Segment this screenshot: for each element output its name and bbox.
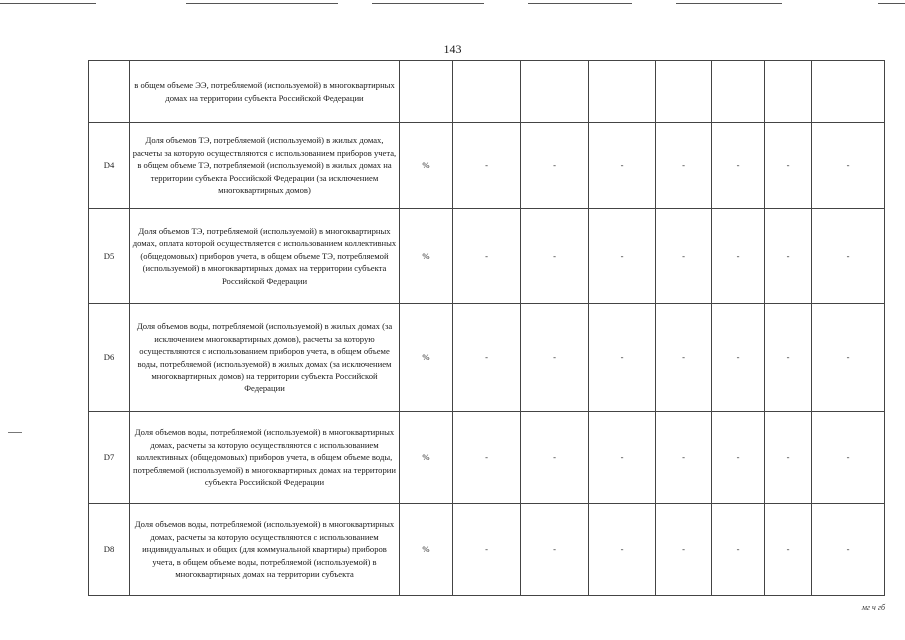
- value-cell: -: [656, 504, 712, 596]
- indicator-description: Доля объемов воды, потребляемой (используемой) в жилых домах (за исключением многоквартирных домов), расчеты за которую осуществляются с использованием приборов учета, в общем объеме воды, потребляемой (используемой) в жилых домах (за исключением многоквартирных домов) на территории субъекта Российской Федерации: [130, 304, 400, 412]
- value-cell: -: [712, 412, 765, 504]
- value-cell: -: [521, 123, 589, 209]
- value-cell: -: [712, 123, 765, 209]
- value-cell: -: [589, 209, 656, 304]
- value-cell: -: [712, 304, 765, 412]
- value-cell: -: [712, 209, 765, 304]
- value-cell: -: [453, 412, 521, 504]
- indicator-description: Доля объемов воды, потребляемой (используемой) в многоквартирных домах, расчеты за которую осуществляются с использованием индивидуальных и общих (для коммунальной квартиры) приборов учета, в общем объеме воды, потребляемой (используемой) в многоквартирных домах на территории субъекта: [130, 504, 400, 596]
- table-row: [89, 304, 885, 412]
- indicator-unit: %: [400, 504, 453, 596]
- value-cell: -: [453, 123, 521, 209]
- value-cell: -: [589, 504, 656, 596]
- value-cell: [656, 61, 712, 123]
- indicator-code: D4: [89, 123, 130, 209]
- value-cell: [712, 61, 765, 123]
- value-cell: -: [765, 209, 812, 304]
- indicator-unit: %: [400, 412, 453, 504]
- value-cell: [453, 61, 521, 123]
- page-number: 143: [443, 42, 462, 56]
- value-cell: -: [712, 504, 765, 596]
- value-cell: -: [453, 209, 521, 304]
- indicator-unit: %: [400, 123, 453, 209]
- value-cell: -: [765, 412, 812, 504]
- indicator-code: D7: [89, 412, 130, 504]
- footer-mark: мг ч гб: [861, 603, 885, 612]
- value-cell: -: [765, 504, 812, 596]
- indicator-description: в общем объеме ЭЭ, потребляемой (используемой) в многоквартирных домах на территории субъекта Российской Федерации: [130, 61, 400, 123]
- indicator-code: D8: [89, 504, 130, 596]
- value-cell: -: [453, 304, 521, 412]
- value-cell: [521, 61, 589, 123]
- indicator-code: D6: [89, 304, 130, 412]
- indicator-description: Доля объемов воды, потребляемой (используемой) в многоквартирных домах, расчеты за которую осуществляются с использованием коллективных (общедомовых) приборов учета, в общем объеме воды, потребляемой (используемой) в многоквартирных домах на территории субъекта Российской Федерации: [130, 412, 400, 504]
- value-cell: -: [656, 412, 712, 504]
- value-cell: -: [765, 123, 812, 209]
- table-row: [89, 123, 885, 209]
- table-row: [89, 504, 885, 596]
- indicator-unit: %: [400, 304, 453, 412]
- indicator-unit: %: [400, 209, 453, 304]
- table-row: [89, 412, 885, 504]
- value-cell: -: [521, 209, 589, 304]
- value-cell: -: [812, 504, 885, 596]
- value-cell: [765, 61, 812, 123]
- value-cell: -: [812, 412, 885, 504]
- value-cell: -: [656, 123, 712, 209]
- margin-mark: [8, 432, 22, 433]
- value-cell: [589, 61, 656, 123]
- value-cell: -: [589, 304, 656, 412]
- table-row: [89, 61, 885, 123]
- value-cell: -: [521, 412, 589, 504]
- value-cell: -: [453, 504, 521, 596]
- value-cell: -: [812, 209, 885, 304]
- value-cell: -: [765, 304, 812, 412]
- indicator-description: Доля объемов ТЭ, потребляемой (используемой) в многоквартирных домах, оплата которой осуществляется с использованием коллективных (общедомовых) приборов учета, в общем объеме ТЭ, потребляемой (используемой) в многоквартирных домах на территории субъекта Российской Федерации: [130, 209, 400, 304]
- scan-artifact-lines: [0, 0, 905, 8]
- value-cell: -: [656, 304, 712, 412]
- indicator-code: D5: [89, 209, 130, 304]
- value-cell: -: [589, 412, 656, 504]
- value-cell: -: [812, 304, 885, 412]
- table-row: [89, 209, 885, 304]
- value-cell: -: [812, 123, 885, 209]
- indicator-unit: [400, 61, 453, 123]
- indicator-description: Доля объемов ТЭ, потребляемой (используемой) в жилых домах, расчеты за которую осуществляются с использованием приборов учета, в общем объеме ТЭ, потребляемой (используемой) в жилых домах на территории субъекта Российской Федерации (за исключением многоквартирных домов): [130, 123, 400, 209]
- indicator-table: [88, 60, 885, 596]
- value-cell: -: [656, 209, 712, 304]
- value-cell: [812, 61, 885, 123]
- value-cell: -: [589, 123, 656, 209]
- indicator-code: [89, 61, 130, 123]
- value-cell: -: [521, 504, 589, 596]
- value-cell: -: [521, 304, 589, 412]
